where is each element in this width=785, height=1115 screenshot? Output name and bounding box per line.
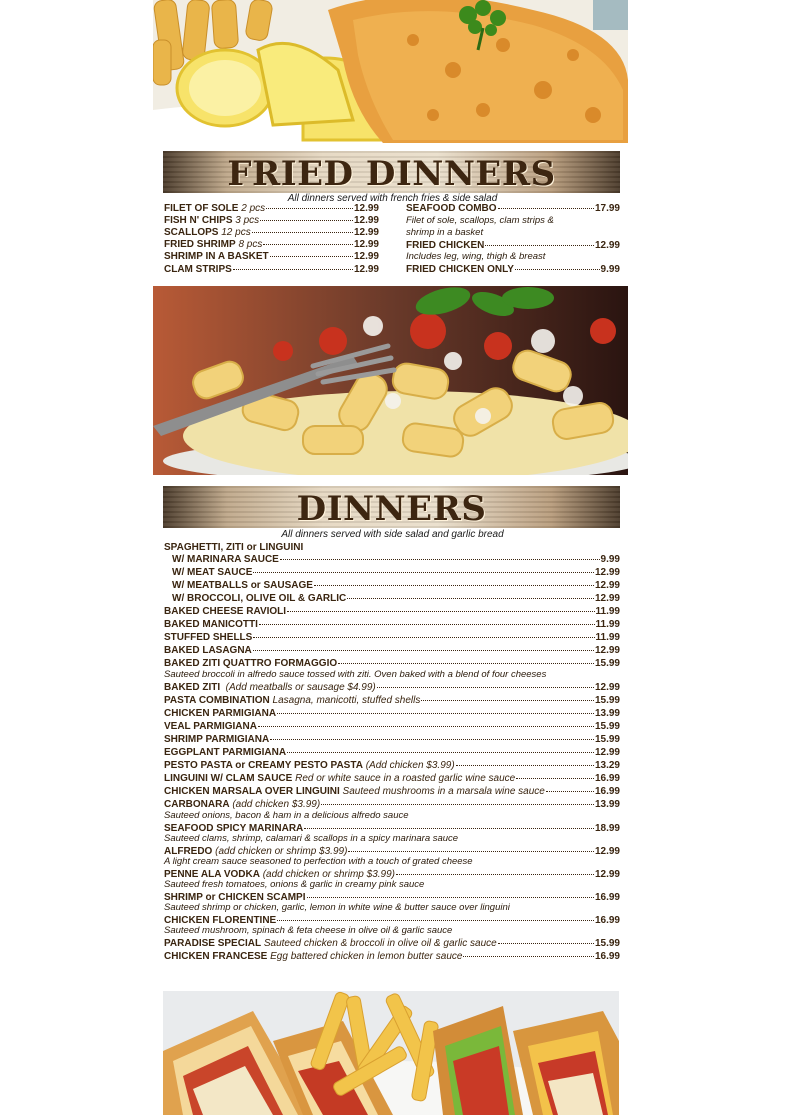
item-description: Sauteed shrimp or chicken, garlic, lemon in white wine & butter sauce over linguini: [164, 902, 510, 913]
item-note: Sauteed mushrooms in a marsala wine sauce: [342, 786, 545, 797]
item-note: (add chicken or shrimp $3.99): [215, 846, 348, 857]
leader-dots: [304, 828, 594, 829]
item-price: 12.99: [594, 747, 620, 758]
leader-dots: [263, 244, 353, 245]
menu-item: [172, 580, 620, 592]
leader-dots: [258, 726, 594, 727]
item-name: BAKED MANICOTTI: [164, 619, 258, 630]
item-name: PASTA COMBINATION: [164, 695, 270, 706]
leader-dots: [321, 804, 594, 805]
dinners-title: DINNERS: [296, 489, 487, 528]
menu-item: [172, 593, 620, 605]
item-name: SCALLOPS: [164, 227, 219, 238]
menu-item: [164, 951, 620, 963]
item-name: PENNE ALA VODKA: [164, 869, 260, 880]
leader-dots: [516, 778, 594, 779]
fried-dinners-title: FRIED DINNERS: [227, 154, 556, 193]
item-price: 12.99: [594, 846, 620, 857]
leader-dots: [266, 208, 353, 209]
item-name: CHICKEN PARMIGIANA: [164, 708, 277, 719]
menu-item: [164, 645, 620, 657]
item-name: BAKED CHEESE RAVIOLI: [164, 606, 287, 617]
leader-dots: [377, 687, 594, 688]
menu-item: [164, 215, 379, 227]
item-description: A light cream sauce seasoned to perfection with a touch of grated cheese: [164, 856, 473, 867]
item-name: FILET OF SOLE: [164, 203, 239, 214]
menu-item: [164, 619, 620, 631]
leader-dots: [287, 611, 594, 612]
item-price: 15.99: [594, 658, 620, 669]
menu-item: [164, 773, 620, 785]
leader-dots: [253, 572, 594, 573]
leader-dots: [287, 752, 594, 753]
leader-dots: [338, 663, 594, 664]
item-note: Lasagna, manicotti, stuffed shells: [272, 695, 421, 706]
item-name: BAKED ZITI: [164, 682, 221, 693]
leader-dots: [347, 598, 594, 599]
leader-dots: [259, 624, 595, 625]
item-name: BAKED LASAGNA: [164, 645, 252, 656]
item-description: Sauteed fresh tomatoes, onions & garlic in creamy pink sauce: [164, 879, 425, 890]
item-note: Red or white sauce in a roasted garlic wine sauce: [295, 773, 516, 784]
item-name: SHRIMP PARMIGIANA: [164, 734, 270, 745]
item-price: 13.99: [594, 799, 620, 810]
item-name: SHRIMP IN A BASKET: [164, 251, 269, 262]
item-price: 9.99: [600, 264, 620, 275]
leader-dots: [233, 269, 353, 270]
menu-item: [172, 567, 620, 579]
item-name: W/ MEAT SAUCE: [172, 567, 253, 578]
leader-dots: [421, 700, 594, 701]
item-price: 12.99: [353, 215, 379, 226]
fish-and-chips-photo: [153, 0, 628, 143]
item-price: 18.99: [594, 823, 620, 834]
pasta-photo: [153, 286, 628, 475]
leader-dots: [270, 739, 594, 740]
item-price: 12.99: [353, 227, 379, 238]
item-description: Sauteed onions, bacon & ham in a delicious alfredo sauce: [164, 810, 409, 821]
item-price: 15.99: [594, 938, 620, 949]
item-price: 12.99: [353, 239, 379, 250]
leader-dots: [485, 245, 594, 246]
item-name: CLAM STRIPS: [164, 264, 232, 275]
leader-dots: [270, 256, 353, 257]
item-price: 12.99: [594, 580, 620, 591]
item-price: 12.99: [594, 593, 620, 604]
item-price: 11.99: [595, 619, 620, 630]
leader-dots: [252, 232, 353, 233]
item-name: SHRIMP or CHICKEN SCAMPI: [164, 892, 306, 903]
item-price: 12.99: [353, 251, 379, 262]
menu-item: [164, 786, 620, 798]
item-price: 12.99: [594, 682, 620, 693]
menu-item: [172, 554, 620, 566]
item-name: CHICKEN MARSALA OVER LINGUINI: [164, 786, 340, 797]
item-note: (add chicken $3.99): [232, 799, 321, 810]
menu-item: [164, 203, 379, 215]
item-name: SEAFOOD COMBO: [406, 203, 497, 214]
item-note: (Add chicken $3.99): [365, 760, 455, 771]
item-price: 15.99: [594, 734, 620, 745]
item-description: Sauteed broccoli in alfredo sauce tossed with ziti. Oven baked with a blend of four cheeses: [164, 669, 547, 680]
menu-item: [406, 264, 620, 276]
item-price: 17.99: [594, 203, 620, 214]
item-note: (add chicken or shrimp $3.99): [262, 869, 396, 880]
item-name: W/ BROCCOLI, OLIVE OIL & GARLIC: [172, 593, 347, 604]
item-price: 11.99: [595, 606, 620, 617]
item-price: 12.99: [594, 869, 620, 880]
item-name: W/ MEATBALLS or SAUSAGE: [172, 580, 313, 591]
leader-dots: [515, 269, 600, 270]
item-name: CHICKEN FRANCESE: [164, 951, 268, 962]
leader-dots: [307, 897, 594, 898]
item-price: 15.99: [594, 695, 620, 706]
item-qty: 12 pcs: [221, 227, 251, 238]
menu-item: [164, 938, 620, 950]
item-name: FRIED SHRIMP: [164, 239, 236, 250]
leader-dots: [456, 765, 594, 766]
item-name: CHICKEN FLORENTINE: [164, 915, 277, 926]
leader-dots: [253, 650, 594, 651]
item-price: 13.99: [594, 708, 620, 719]
item-note: (Add meatballs or sausage $4.99): [225, 682, 376, 693]
leader-dots: [280, 559, 600, 560]
item-price: 11.99: [595, 632, 620, 643]
item-price: 12.99: [353, 264, 379, 275]
leader-dots: [253, 637, 594, 638]
menu-item: [164, 747, 620, 759]
pasta-section-header: SPAGHETTI, ZITI or LINGUINI: [164, 542, 304, 553]
menu-item: [164, 264, 379, 276]
menu-item: [164, 721, 620, 733]
item-name: PARADISE SPECIAL: [164, 938, 262, 949]
item-qty: 2 pcs: [241, 203, 266, 214]
item-description: shrimp in a basket: [406, 227, 484, 238]
leader-dots: [260, 220, 353, 221]
leader-dots: [498, 208, 594, 209]
dinners-banner: [163, 486, 620, 528]
item-name: ALFREDO: [164, 846, 213, 857]
menu-item: [164, 606, 620, 618]
menu-item: [164, 632, 620, 644]
item-name: VEAL PARMIGIANA: [164, 721, 257, 732]
item-description: Sauteed clams, shrimp, calamari & scallops in a spicy marinara sauce: [164, 833, 459, 844]
leader-dots: [498, 943, 594, 944]
item-price: 16.99: [594, 915, 620, 926]
menu-item: [164, 734, 620, 746]
item-name: BAKED ZITI QUATTRO FORMAGGIO: [164, 658, 338, 669]
fried-dinners-subtitle: All dinners served with french fries & side salad: [287, 193, 498, 204]
item-name: CARBONARA: [164, 799, 230, 810]
item-name: EGGPLANT PARMIGIANA: [164, 747, 287, 758]
item-name: PESTO PASTA or CREAMY PESTO PASTA: [164, 760, 363, 771]
item-price: 16.99: [594, 786, 620, 797]
leader-dots: [314, 585, 594, 586]
menu-item: [164, 239, 379, 251]
item-price: 12.99: [353, 203, 379, 214]
menu-item: [164, 708, 620, 720]
item-note: Egg battered chicken in lemon butter sauce: [270, 951, 463, 962]
dinners-subtitle: All dinners served with side salad and garlic bread: [281, 529, 504, 540]
item-price: 16.99: [594, 892, 620, 903]
menu-item: [164, 251, 379, 263]
item-name: FRIED CHICKEN ONLY: [406, 264, 514, 275]
item-name: W/ MARINARA SAUCE: [172, 554, 279, 565]
leader-dots: [348, 851, 594, 852]
item-description: Sauteed mushroom, spinach & feta cheese in olive oil & garlic sauce: [164, 925, 453, 936]
item-price: 16.99: [594, 951, 620, 962]
item-description: Filet of sole, scallops, clam strips &: [406, 215, 554, 226]
item-name: FISH N' CHIPS: [164, 215, 233, 226]
item-name: STUFFED SHELLS: [164, 632, 253, 643]
item-note: Sauteed chicken & broccoli in olive oil & garlic sauce: [263, 938, 497, 949]
menu-item: [164, 682, 620, 694]
item-description: Includes leg, wing, thigh & breast: [406, 251, 546, 262]
item-price: 15.99: [594, 721, 620, 732]
item-price: 12.99: [594, 240, 620, 251]
item-qty: 8 pcs: [238, 239, 263, 250]
fried-dinners-banner: [163, 151, 620, 193]
item-name: LINGUINI W/ CLAM SAUCE: [164, 773, 293, 784]
menu-item: [164, 760, 620, 772]
leader-dots: [277, 713, 594, 714]
item-price: 12.99: [594, 645, 620, 656]
leader-dots: [546, 791, 594, 792]
item-price: 12.99: [594, 567, 620, 578]
menu-item: [406, 203, 620, 215]
item-price: 13.29: [594, 760, 620, 771]
item-price: 16.99: [594, 773, 620, 784]
item-name: SEAFOOD SPICY MARINARA: [164, 823, 304, 834]
item-price: 9.99: [600, 554, 620, 565]
leader-dots: [396, 874, 594, 875]
sandwich-photo: [163, 991, 619, 1115]
leader-dots: [463, 956, 594, 957]
item-qty: 3 pcs: [235, 215, 260, 226]
item-name: FRIED CHICKEN: [406, 240, 485, 251]
menu-item: [164, 695, 620, 707]
menu-item: [164, 227, 379, 239]
leader-dots: [277, 920, 594, 921]
